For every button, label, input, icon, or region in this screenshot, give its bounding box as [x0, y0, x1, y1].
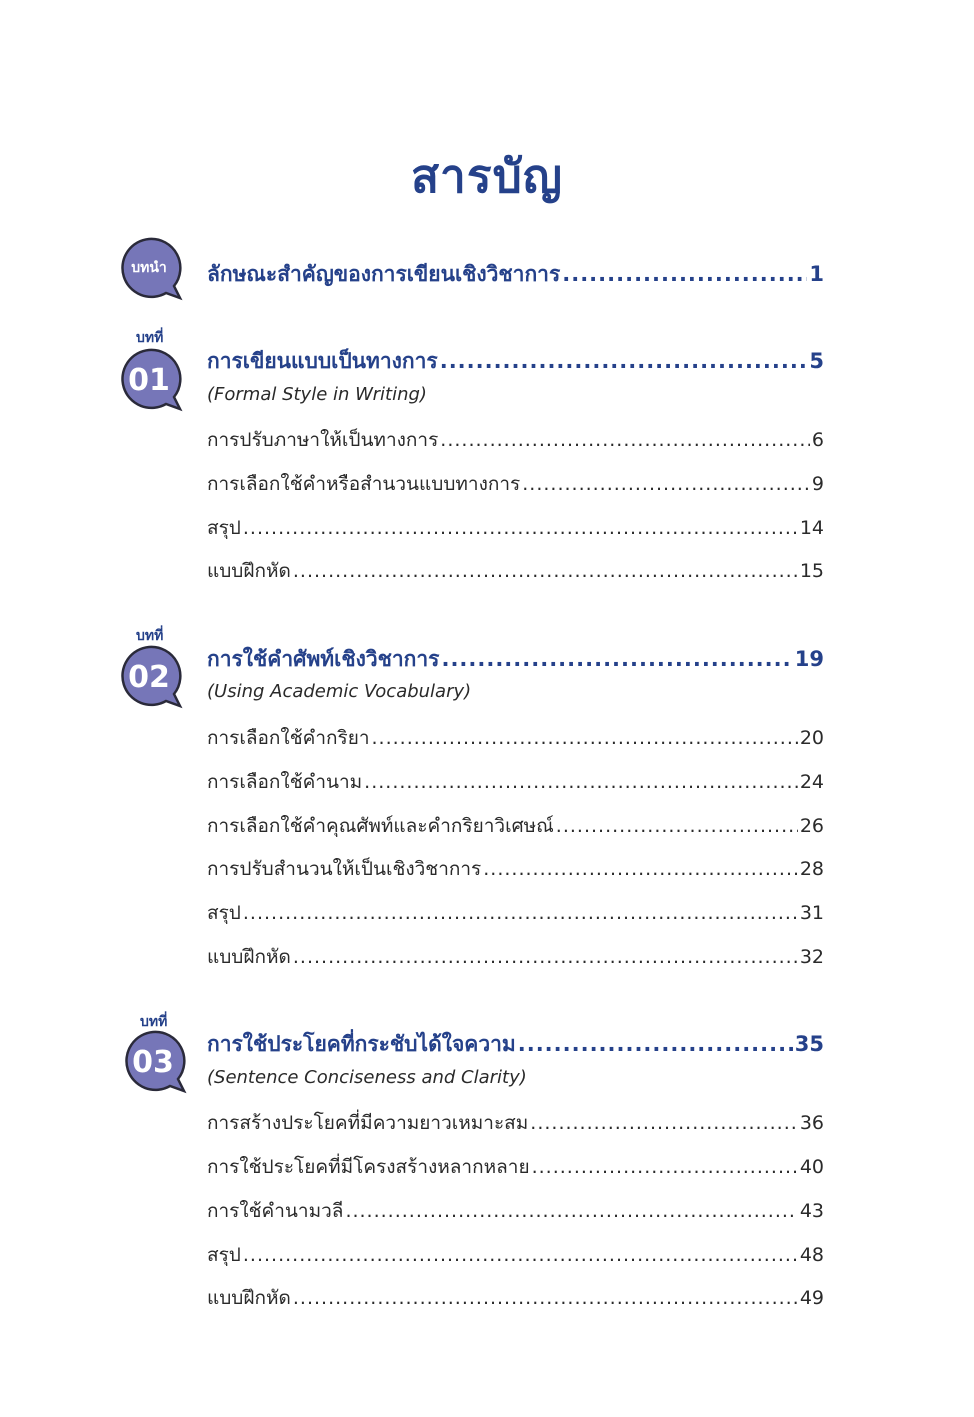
toc-item-label: สรุป	[207, 1244, 241, 1266]
chapter-badge-03	[122, 1029, 188, 1095]
toc-item-page: 32	[799, 946, 824, 968]
svg-text:บทนำ: บทนำ	[131, 260, 167, 276]
dot-leader	[440, 349, 808, 373]
chapter-subtitle-en: (Using Academic Vocabulary)	[207, 681, 472, 702]
toc-row[interactable]	[207, 723, 824, 753]
toc-row[interactable]	[207, 425, 824, 455]
toc-row-chapter-03[interactable]	[207, 1028, 824, 1061]
toc-item-label: การปรับสำนวนให้เป็นเชิงวิชาการ	[207, 858, 482, 880]
toc-item-label: แบบฝึกหัด	[207, 946, 291, 968]
toc-title: การใช้ประโยคที่กระชับได้ใจความ	[207, 1032, 516, 1056]
toc-row[interactable]	[207, 1240, 824, 1270]
toc-item-label: การใช้คำนามวลี	[207, 1200, 344, 1222]
dot-leader	[372, 727, 798, 749]
toc-row[interactable]	[207, 854, 824, 884]
chapter-badge-01	[118, 347, 184, 413]
svg-text:01: 01	[128, 363, 170, 398]
dot-leader	[562, 262, 807, 286]
toc-item-page: 14	[799, 517, 824, 539]
toc-row[interactable]	[207, 556, 824, 586]
chapter-subtitle-en: (Sentence Conciseness and Clarity)	[207, 1067, 527, 1088]
toc-item-page: 6	[811, 429, 824, 451]
toc-item-page: 20	[799, 727, 824, 749]
toc-item-label: สรุป	[207, 517, 241, 539]
dot-leader	[293, 946, 798, 968]
dot-leader	[345, 1200, 797, 1222]
toc-title: ลักษณะสำคัญของการเขียนเชิงวิชาการ	[207, 262, 561, 286]
toc-item-page: 40	[799, 1156, 824, 1178]
toc-item-page: 49	[799, 1287, 824, 1309]
dot-leader	[293, 1287, 798, 1309]
dot-leader	[441, 647, 792, 671]
dot-leader	[440, 429, 810, 451]
toc-item-page: 26	[799, 815, 824, 837]
intro-badge	[118, 236, 184, 302]
toc-item-page: 24	[799, 771, 824, 793]
toc-row[interactable]	[207, 767, 824, 797]
dot-leader	[293, 560, 798, 582]
dot-leader	[243, 1244, 798, 1266]
toc-item-label: การเลือกใช้คำนาม	[207, 771, 363, 793]
toc-item-label: การเลือกใช้คำคุณศัพท์และคำกริยาวิเศษณ์	[207, 815, 554, 837]
chapter-label: บทที่	[140, 1014, 168, 1030]
chapter-label: บทที่	[136, 330, 164, 346]
toc-row[interactable]	[207, 898, 824, 928]
speech-bubble-icon	[122, 1029, 188, 1095]
toc-row[interactable]	[207, 942, 824, 972]
toc-item-label: การปรับภาษาให้เป็นทางการ	[207, 429, 439, 451]
toc-title: การเขียนแบบเป็นทางการ	[207, 349, 438, 373]
toc-row-chapter-01[interactable]	[207, 345, 824, 378]
page-title: สารบัญ	[410, 149, 563, 203]
dot-leader	[243, 902, 798, 924]
dot-leader	[364, 771, 798, 793]
toc-item-label: แบบฝึกหัด	[207, 560, 291, 582]
dot-leader	[532, 1156, 798, 1178]
toc-row[interactable]	[207, 513, 824, 543]
chapter-subtitle-en: (Formal Style in Writing)	[207, 384, 427, 405]
toc-item-page: 31	[799, 902, 824, 924]
svg-text:03: 03	[132, 1045, 174, 1080]
dot-leader	[483, 858, 798, 880]
toc-item-label: สรุป	[207, 902, 241, 924]
toc-item-page: 15	[799, 560, 824, 582]
toc-item-page: 28	[799, 858, 824, 880]
toc-row-chapter-02[interactable]	[207, 643, 824, 676]
svg-text:02: 02	[128, 660, 170, 695]
toc-row[interactable]	[207, 811, 824, 841]
chapter-label: บทที่	[136, 628, 164, 644]
speech-bubble-icon	[118, 347, 184, 413]
toc-page: 19	[794, 647, 824, 671]
toc-item-page: 36	[799, 1112, 824, 1134]
toc-item-label: แบบฝึกหัด	[207, 1287, 291, 1309]
dot-leader	[522, 473, 810, 495]
toc-item-label: การเลือกใช้คำหรือสำนวนแบบทางการ	[207, 473, 521, 495]
dot-leader	[518, 1032, 793, 1056]
dot-leader	[530, 1112, 798, 1134]
toc-page: 1	[809, 262, 824, 286]
toc-item-page: 43	[799, 1200, 824, 1222]
toc-row[interactable]	[207, 469, 824, 499]
toc-item-page: 48	[799, 1244, 824, 1266]
toc-item-page: 9	[811, 473, 824, 495]
toc-row-intro[interactable]	[207, 258, 824, 291]
toc-page: 35	[794, 1032, 824, 1056]
dot-leader	[243, 517, 798, 539]
toc-title: การใช้คำศัพท์เชิงวิชาการ	[207, 647, 440, 671]
toc-row[interactable]	[207, 1108, 824, 1138]
toc-row[interactable]	[207, 1152, 824, 1182]
toc-item-label: การเลือกใช้คำกริยา	[207, 727, 370, 749]
speech-bubble-icon	[118, 644, 184, 710]
toc-row[interactable]	[207, 1196, 824, 1226]
toc-row[interactable]	[207, 1283, 824, 1313]
dot-leader	[556, 815, 798, 837]
toc-item-label: การสร้างประโยคที่มีความยาวเหมาะสม	[207, 1112, 529, 1134]
chapter-badge-02	[118, 644, 184, 710]
speech-bubble-icon	[118, 236, 184, 302]
toc-page: 5	[809, 349, 824, 373]
toc-item-label: การใช้ประโยคที่มีโครงสร้างหลากหลาย	[207, 1156, 530, 1178]
